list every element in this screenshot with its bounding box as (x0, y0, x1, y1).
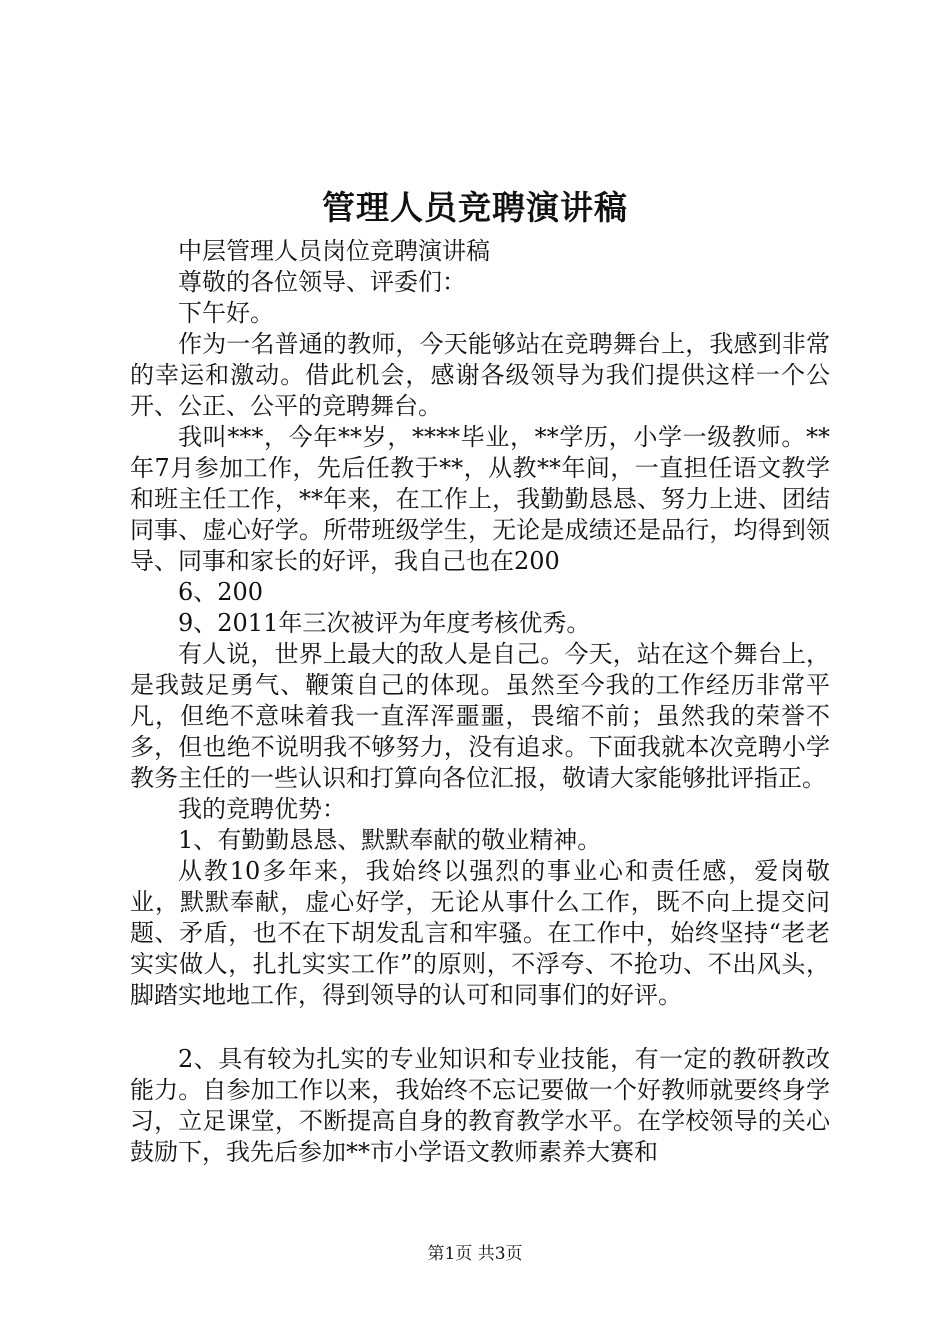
subtitle-paragraph: 中层管理人员岗位竞聘演讲稿 (178, 237, 490, 265)
body-paragraph: 2、具有较为扎实的专业知识和专业技能，有一定的教研教改能力。自参加工作以来，我始终不忘记要做一个好教师就要终身学习，立足课堂，不断提高自身的教育教学水平。在学校领导的关心鼓励下，我先后参加**市小学语文教师素养大赛和 (130, 1045, 830, 1166)
body-paragraph: 作为一名普通的教师，今天能够站在竞聘舞台上，我感到非常的幸运和激动。借此机会，感谢各级领导为我们提供这样一个公开、公正、公平的竞聘舞台。 (130, 330, 830, 420)
body-paragraph: 9、2011年三次被评为年度考核优秀。 (178, 609, 591, 637)
body-paragraph: 我叫***，今年**岁，****毕业，**学历，小学一级教师。**年7月参加工作，先后任教于**，从教**年间，一直担任语文教学和班主任工作，**年来，在工作上，我勤勤恳恳、努力上进、团结同事、虚心好学。所带班级学生，无论是成绩还是品行，均得到领导、同事和家长的好评，我自己也在200 (130, 423, 830, 575)
salutation-paragraph: 尊敬的各位领导、评委们： (178, 268, 466, 296)
body-paragraph: 有人说，世界上最大的敌人是自己。今天，站在这个舞台上，是我鼓足勇气、鞭策自己的体现。虽然至今我的工作经历非常平凡，但绝不意味着我一直浑浑噩噩，畏缩不前；虽然我的荣誉不多，但也绝不说明我不够努力，没有追求。下面我就本次竞聘小学教务主任的一些认识和打算向各位汇报，敬请大家能够批评指正。 (130, 640, 830, 792)
page-footer: 第1页 共3页 (427, 1244, 523, 1264)
body-paragraph: 6、200 (178, 578, 264, 606)
document-body (130, 236, 830, 1168)
body-paragraph: 从教10多年来，我始终以强烈的事业心和责任感，爱岗敬业，默默奉献，虚心好学，无论从事什么工作，既不向上提交问题、矛盾，也不在下胡发乱言和牢骚。在工作中，始终坚持“老老实实做人，扎扎实实工作”的原则，不浮夸、不抢功、不出风头，脚踏实地地工作，得到领导的认可和同事们的好评。 (130, 857, 830, 1009)
document-title: 管理人员竞聘演讲稿 (322, 188, 628, 227)
section-heading: 我的竞聘优势： (178, 795, 346, 823)
list-item-heading: 1、有勤勤恳恳、默默奉献的敬业精神。 (178, 826, 602, 854)
greeting-paragraph: 下午好。 (178, 299, 274, 327)
